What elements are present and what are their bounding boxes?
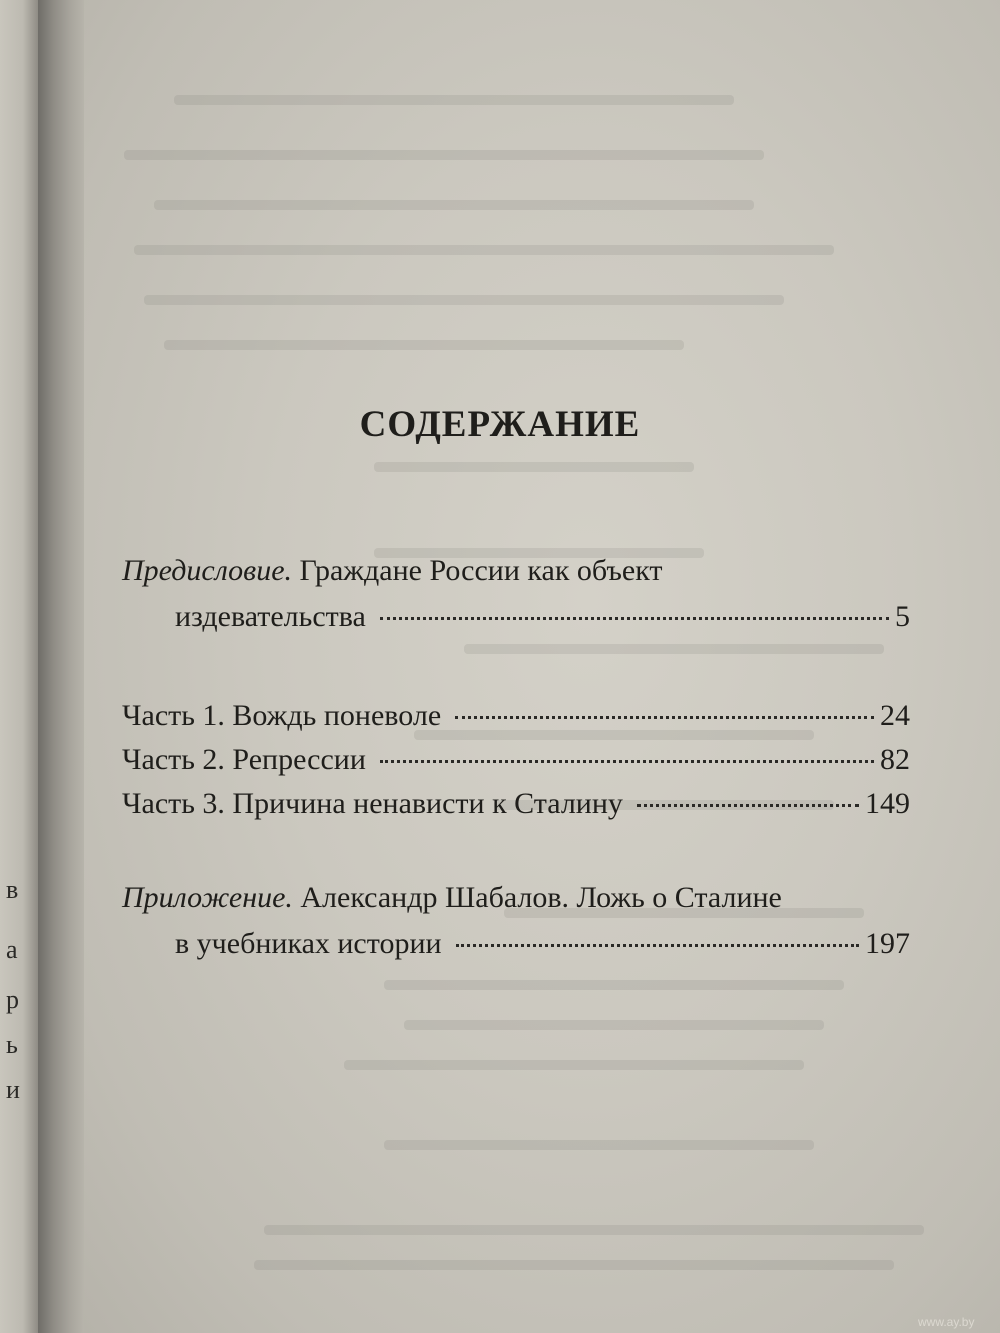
show-through-text [84,0,1000,1333]
adjacent-page-fragment: ь [6,1030,18,1059]
toc-entry-title-continued: издевательства [175,600,366,633]
toc-entry-part-3 [122,786,910,822]
adjacent-page-edge [0,0,38,1333]
page-title: СОДЕРЖАНИЕ [359,404,641,445]
toc-entry-title-continued: в учебниках истории [175,927,442,960]
adjacent-page-fragment: р [6,985,19,1014]
site-watermark: www.ay.by [918,1315,975,1329]
toc-entry-part-1 [122,698,910,734]
toc-entry-title: Часть 1. Вождь поневоле [122,699,442,732]
toc-entry-prefix: Приложение. [122,881,293,914]
toc-entry-appendix-line2 [175,926,910,962]
book-gutter [38,0,84,1333]
toc-entry-appendix-line1 [122,880,782,916]
toc-page-number: 149 [865,787,910,820]
adjacent-page-fragment: в [6,875,19,904]
toc-entry-title: Часть 3. Причина ненависти к Сталину [122,787,623,820]
toc-dot-leader [380,617,889,620]
toc-page-number: 82 [880,743,910,776]
adjacent-page-fragment: и [6,1075,20,1104]
contents-page [84,0,1000,1333]
toc-dot-leader [637,804,859,807]
toc-entry-title: Александр Шабалов. Ложь о Сталине [300,881,782,914]
toc-page-number: 5 [895,600,910,633]
toc-entry-title: Граждане России как объект [299,554,663,587]
toc-entry-prefix: Предисловие. [122,554,293,587]
toc-dot-leader [456,944,859,947]
toc-dot-leader [455,716,874,719]
adjacent-page-fragment: а [6,935,18,964]
toc-entry-preface-line1 [122,553,663,589]
toc-page-number: 197 [865,927,910,960]
toc-dot-leader [380,760,874,763]
toc-page-number: 24 [880,699,910,732]
toc-entry-part-2 [122,742,910,778]
toc-entry-title: Часть 2. Репрессии [122,743,366,776]
toc-entry-preface-line2 [175,599,910,635]
